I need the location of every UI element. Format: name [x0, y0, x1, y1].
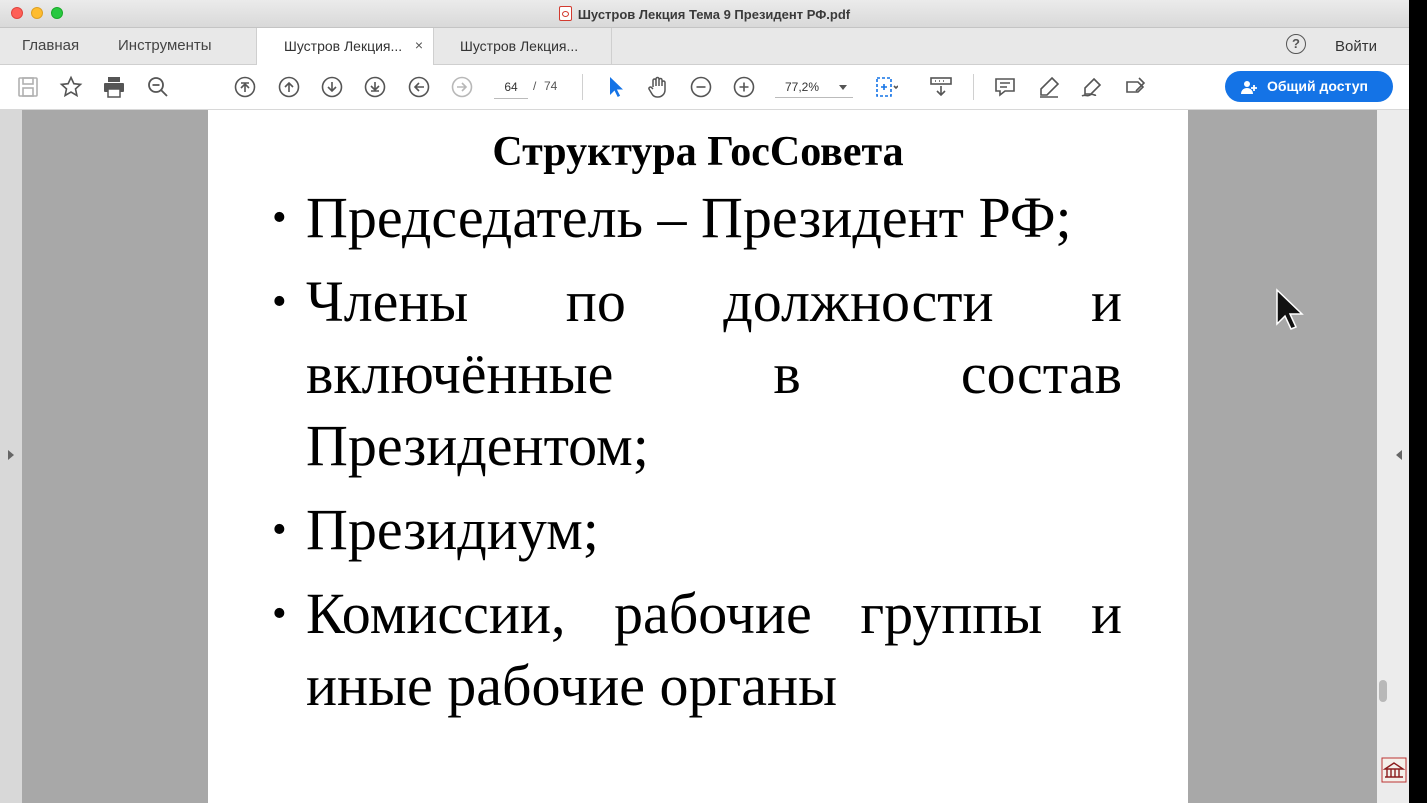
hand-tool-icon[interactable]: [646, 75, 670, 99]
page-separator: /: [533, 79, 537, 93]
sign-in-link[interactable]: Войти: [1335, 38, 1377, 55]
close-tab-icon[interactable]: ×: [414, 37, 423, 53]
tab-home[interactable]: Главная: [22, 37, 80, 54]
slide-bullet-list: [272, 182, 1122, 734]
list-item: • Комиссии, рабочие группы и иные рабочие органы: [272, 578, 1122, 722]
document-tab-label: Шустров Лекция...: [460, 38, 579, 54]
window-title-area: [0, 6, 1409, 22]
share-button[interactable]: [1225, 71, 1393, 102]
toolbar: [0, 65, 1409, 110]
mouse-pointer-icon: [1275, 288, 1305, 332]
page-number-input[interactable]: 64: [494, 76, 528, 99]
toolbar-divider: [973, 74, 974, 100]
last-page-icon[interactable]: [363, 75, 387, 99]
window-title: Шустров Лекция Тема 9 Президент РФ.pdf: [577, 7, 851, 22]
zoom-level-value: 77,2%: [785, 80, 820, 94]
document-tab-label: Шустров Лекция...: [284, 38, 403, 54]
edit-tag-icon[interactable]: [1124, 75, 1148, 99]
first-page-icon[interactable]: [233, 75, 257, 99]
document-viewport: [0, 110, 1409, 803]
help-icon[interactable]: ?: [1286, 34, 1306, 54]
list-item: • Президиум;: [272, 494, 1122, 566]
print-icon[interactable]: [102, 75, 126, 99]
fit-page-icon[interactable]: [874, 75, 898, 99]
save-icon[interactable]: [16, 75, 40, 99]
zoom-out-search-icon[interactable]: [146, 75, 170, 99]
zoom-out-icon[interactable]: [689, 75, 713, 99]
toolbar-divider: [582, 74, 583, 100]
document-tab-active[interactable]: [256, 28, 434, 65]
chevron-left-icon: [1396, 450, 1402, 460]
slide-title: Структура ГосСовета: [492, 129, 904, 175]
highlight-pen-icon[interactable]: [1037, 75, 1061, 99]
tab-bar: [0, 28, 1409, 65]
pdf-file-icon: [559, 6, 572, 21]
tab-tools[interactable]: Инструменты: [118, 37, 212, 54]
sign-pen-icon[interactable]: [1080, 75, 1104, 99]
forward-icon[interactable]: [450, 75, 474, 99]
scrollbar-thumb[interactable]: [1379, 680, 1387, 702]
document-tab[interactable]: [434, 28, 612, 64]
bookmark-star-icon[interactable]: [59, 75, 83, 99]
pdf-page: [208, 110, 1188, 803]
list-item: • Председатель – Президент РФ;: [272, 182, 1122, 254]
scroll-mode-icon[interactable]: [929, 75, 953, 99]
zoom-in-icon[interactable]: [732, 75, 756, 99]
left-panel-toggle[interactable]: [0, 110, 22, 803]
title-bar: [0, 0, 1409, 28]
university-emblem-icon: [1381, 757, 1407, 783]
chevron-down-icon: [839, 85, 847, 90]
previous-page-icon[interactable]: [277, 75, 301, 99]
back-icon[interactable]: [407, 75, 431, 99]
zoom-level-select[interactable]: [775, 76, 853, 98]
share-button-label: Общий доступ: [1267, 78, 1368, 94]
comment-icon[interactable]: [993, 75, 1017, 99]
list-item: • Члены по должности и включённые в состав Президентом;: [272, 266, 1122, 482]
add-user-icon: [1241, 79, 1257, 95]
page-total: 74: [544, 79, 558, 93]
chevron-right-icon: [8, 450, 14, 460]
next-page-icon[interactable]: [320, 75, 344, 99]
select-pointer-icon[interactable]: [603, 75, 627, 99]
